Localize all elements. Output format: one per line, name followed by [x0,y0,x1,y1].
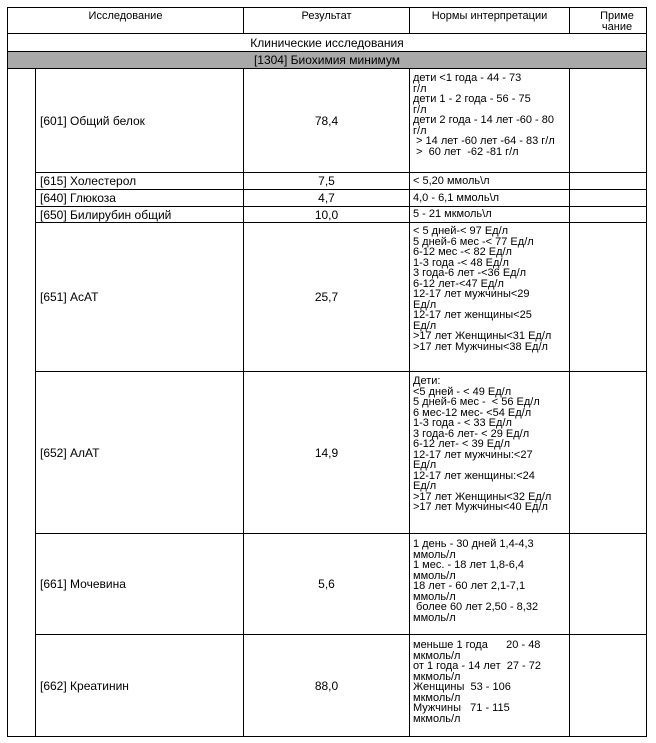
norm-line: Ед/л [413,298,437,311]
row-value: 88,0 [243,634,410,737]
norm-line: >17 лет Мужчины<38 Ед/л [413,340,548,353]
norm-line: >17 лет Женщины<31 Ед/л [413,330,552,342]
row-name: [662] Креатинин [35,634,244,737]
norm-line: меньше 1 года 20 - 48 [413,639,541,651]
norm-line: >17 лет Женщины<32 Ед/л [413,490,552,503]
header-result: Результат [243,7,410,34]
norm-line: г/л [413,103,427,116]
norm-line: г/л [413,82,427,95]
row-note [569,172,647,190]
row-norms [409,206,570,223]
row-norms [409,68,570,173]
row-name: [640] Глюкоза [35,189,244,207]
header-norms: Нормы интерпретации [409,7,570,34]
norm-line: мкмоль/л [413,712,461,725]
norm-line: мкмоль/л [413,649,461,662]
norm-line: Мужчины 71 - 115 [413,702,510,714]
norm-line: Ед/л [413,459,437,471]
row-name: [615] Холестерол [35,172,244,190]
row-note [569,222,647,372]
norm-line: 1-3 года - < 33 Ед/л [413,417,512,429]
norm-line: 6 мес-12 мес- <54 Ед/л [413,406,532,419]
norm-line: дети 1 - 2 года - 56 - 75 [413,93,531,105]
row-value: 4,7 [243,189,410,207]
norm-line: 1 мес. - 18 лет 1,8-6,4 [413,559,524,571]
row-value: 78,4 [243,68,410,173]
header-notes: Приме чание [569,7,647,34]
row-value: 25,7 [243,222,410,372]
norm-line: 18 лет - 60 лет 2,1-7,1 [413,580,526,592]
norm-line: 6-12 лет- < 39 Ед/л [413,438,511,450]
left-margin [7,68,36,737]
norm-line: <5 дней - < 49 Ед/л [413,385,512,398]
norm-line: 12-17 лет мужчины:<27 [413,448,533,461]
norm-line: >17 лет Мужчины<40 Ед/л [413,501,548,513]
row-norms [409,222,570,372]
norm-line: ммоль/л [413,611,456,624]
norm-line: от 1 года - 14 лет 27 - 72 [413,660,541,672]
norm-line: < 5 дней-< 97 Ед/л [413,225,509,237]
row-value: 10,0 [243,206,410,223]
norm-line: 5 дней-6 мес - < 56 Ед/л [413,396,540,408]
norm-line: > 60 лет -62 -81 г/л [413,145,519,158]
norm-line: более 60 лет 2,50 - 8,32 [413,601,539,613]
row-norms [409,533,570,635]
row-note [569,634,647,737]
norm-line: 5 дней-6 мес -< 77 Ед/л [413,235,534,248]
norm-line: > 14 лет -60 лет -64 - 83 г/л [413,135,555,147]
row-norms [409,371,570,534]
row-note [569,533,647,635]
row-name: [652] АлАТ [35,371,244,534]
row-norms [409,634,570,737]
norm-line: 12-17 лет женщины:<24 [413,469,535,482]
row-name: [601] Общий белок [35,68,244,173]
header-study: Исследование [7,7,244,34]
row-name: [661] Мочевина [35,533,244,635]
norm-line: < 5,20 ммоль\л [413,174,490,187]
row-value: 14,9 [243,371,410,534]
row-norms [409,172,570,190]
norm-line: 1-3 года -< 48 Ед/л [413,256,509,269]
norm-line: 12-17 лет мужчины<29 [413,288,530,300]
norm-line: Дети: [413,375,441,387]
norm-line: 4,0 - 6,1 ммоль\л [413,191,500,204]
norm-line: мкмоль/л [413,670,461,683]
row-note [569,371,647,534]
norm-line: Ед/л [413,319,437,332]
row-norms [409,189,570,207]
norm-line: мкмоль/л [413,691,461,704]
row-name: [650] Билирубин общий [35,206,244,223]
norm-line: 5 - 21 мкмоль\л [413,208,492,221]
norm-line: ммоль/л [413,590,456,603]
norm-line: г/л [413,124,427,137]
group-band: [1304] Биохимия минимум [7,51,647,69]
norm-line: 1 день - 30 дней 1,4-4,3 [413,538,534,550]
norm-line: Женщины 53 - 106 [413,681,511,693]
norm-line: Ед/л [413,480,437,492]
norm-line: 6-12 лет-<47 Ед/л [413,277,504,290]
norm-line: 12-17 лет женщины<25 [413,309,532,321]
norm-line: дети 2 года - 14 лет -60 - 80 [413,114,555,126]
row-name: [651] АсАТ [35,222,244,372]
row-note [569,68,647,173]
lab-report-table [7,7,647,737]
norm-line: ммоль/л [413,569,456,582]
row-note [569,189,647,207]
norm-line: 3 года-6 лет- < 29 Ед/л [413,427,530,440]
norm-line: ммоль/л [413,548,456,561]
section-band: Клинические исследования [7,33,647,52]
row-value: 5,6 [243,533,410,635]
row-value: 7,5 [243,172,410,190]
row-note [569,206,647,223]
norm-line: дети <1 года - 44 - 73 [413,72,522,84]
norm-line: 3 года-6 лет -<36 Ед/л [413,267,527,279]
norm-line: 6-12 мес -< 82 Ед/л [413,246,512,258]
